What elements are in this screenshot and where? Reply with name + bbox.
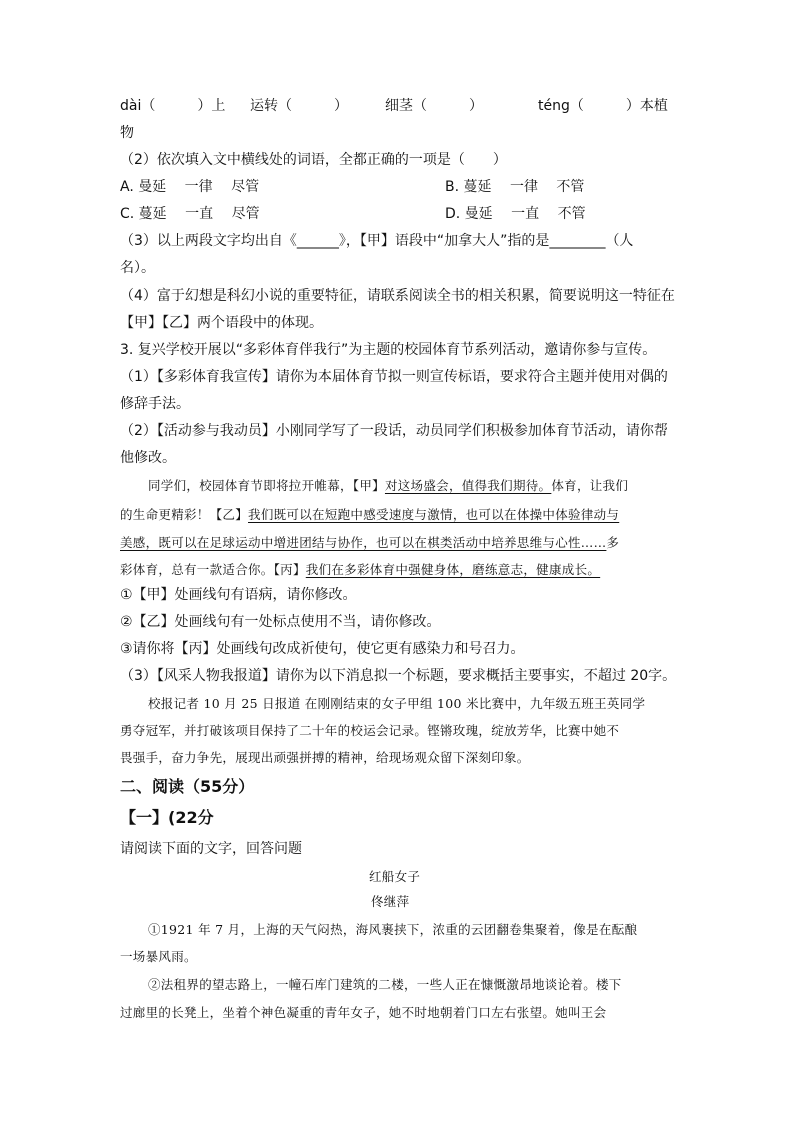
- passage-text: 同学们，校园体育节即将拉开帷幕，【甲】: [148, 478, 385, 493]
- article-p2-line-2: 过廊里的长凳上，坐着个神色凝重的青年女子，她不时地朝着门口左右张望。她叫王会: [120, 1005, 607, 1020]
- passage-line-1: [148, 476, 628, 496]
- passage-line-4: [120, 560, 600, 580]
- passage-text: 的生命更精彩！【乙】: [120, 507, 249, 522]
- pinyin-teng: téng（ ）本植: [538, 98, 668, 114]
- item-3-title: 3. 复兴学校开展以“多彩体育伴我行”为主题的校园体育节系列活动，邀请你参与宣传。: [120, 342, 657, 358]
- passage-line-3: [120, 533, 619, 553]
- question-4-line-1: （4）富于幻想是科幻小说的重要特征，请联系阅读全书的相关积累，简要说明这一特征在: [120, 288, 675, 304]
- question-3-cont: 名）。: [120, 260, 155, 276]
- news-line-2: 勇夺冠军，并打破该项目保持了二十年的校运会记录。铿锵玫瑰，绽放芳华，比赛中她不: [120, 723, 620, 738]
- news-line-1: 校报记者 10 月 25 日报道 在刚刚结束的女子甲组 100 米比赛中，九年级五班王英同学: [148, 696, 646, 711]
- underline-yi-cont: 美感，既可以在足球运动中增进团结与协作，也可以在棋类活动中培养思维与心性……: [120, 535, 607, 550]
- question-3: [120, 231, 633, 251]
- sub-question-2: ②【乙】处画线句有一处标点使用不当，请你修改。: [120, 614, 441, 630]
- sub-question-1: ①【甲】处画线句有语病，请你修改。: [120, 587, 357, 603]
- underline-jia: 对这场盛会，值得我们期待。: [384, 478, 552, 493]
- article-p1-line-2: 一场暴风雨。: [120, 949, 197, 964]
- passage-text: 体育，让我们: [551, 478, 629, 493]
- word-xijing: 细茎（ ）: [385, 98, 483, 114]
- question-2: （2）依次填入文中横线处的词语，全都正确的一项是（ ）: [120, 152, 507, 168]
- q3-part-b: 》，【甲】语段中“加拿大人”指的是: [338, 233, 550, 249]
- item-3-sub-1-line-2: 修辞手法。: [120, 396, 190, 412]
- item-3-sub-2-line-1: （2）【活动参与我动员】小刚同学写了一段话，动员同学们积极参加体育节活动，请你帮: [120, 423, 668, 439]
- sub-question-3: ③请你将【丙】处画线句改成祈使句，使它更有感染力和号召力。: [120, 641, 525, 657]
- question-4-line-2: 【甲】【乙】两个语段中的体现。: [120, 315, 323, 331]
- option-d: D. 曼延 一直 不管: [445, 206, 586, 222]
- q3-blank-1: ______: [296, 233, 339, 249]
- passage-text: 彩体育，总有一款适合你。【丙】: [120, 562, 306, 577]
- option-b: B. 蔓延 一律 不管: [445, 179, 585, 195]
- article-p2-line-1: ②法租界的望志路上，一幢石库门建筑的二楼，一些人正在慷慨激昂地谈论着。楼下: [148, 977, 622, 992]
- underline-bing: 我们在多彩体育中强健身体，磨练意志，健康成长。: [305, 562, 601, 577]
- part-1-heading: 【一】(22分: [120, 808, 214, 827]
- article-author: 佟继萍: [371, 894, 410, 909]
- item-3-sub-3: （3）【风采人物我报道】请你为以下消息拟一个标题，要求概括主要事实，不超过 20字。: [120, 668, 677, 684]
- reading-instruction: 请阅读下面的文字，回答问题: [120, 841, 302, 857]
- option-c: C. 蔓延 一直 尽管: [120, 206, 260, 222]
- passage-line-2: [120, 505, 619, 525]
- word-yunzhuan: 运转（ ）: [250, 98, 348, 114]
- q3-part-c: （人: [605, 233, 634, 249]
- section-2-heading: 二、阅读（55分）: [120, 777, 255, 796]
- article-p1-line-1: ①1921 年 7 月，上海的天气闷热，海风裹挟下，浓重的云团翻卷集聚着，像是在酝酿: [148, 922, 638, 937]
- option-a: A. 曼延 一律 尽管: [120, 179, 260, 195]
- item-3-sub-2-line-2: 他修改。: [120, 450, 176, 466]
- item-3-sub-1-line-1: （1）【多彩体育我宣传】请你为本届体育节拟一则宣传标语，要求符合主题并使用对偶的: [120, 369, 668, 385]
- q3-blank-2: ________: [549, 233, 606, 249]
- pinyin-dai: dài（ ）上: [120, 98, 226, 114]
- article-title: 红船女子: [369, 869, 421, 884]
- news-line-3: 畏强手，奋力争先，展现出顽强拼搏的精神，给现场观众留下深刻印象。: [120, 750, 530, 765]
- underline-yi: 我们既可以在短跑中感受速度与激情，也可以在体操中体验律动与: [248, 507, 620, 522]
- fill-row-cont: 物: [120, 125, 134, 141]
- passage-text: 多: [606, 535, 620, 550]
- q3-part-a: （3）以上两段文字均出自《: [120, 233, 297, 249]
